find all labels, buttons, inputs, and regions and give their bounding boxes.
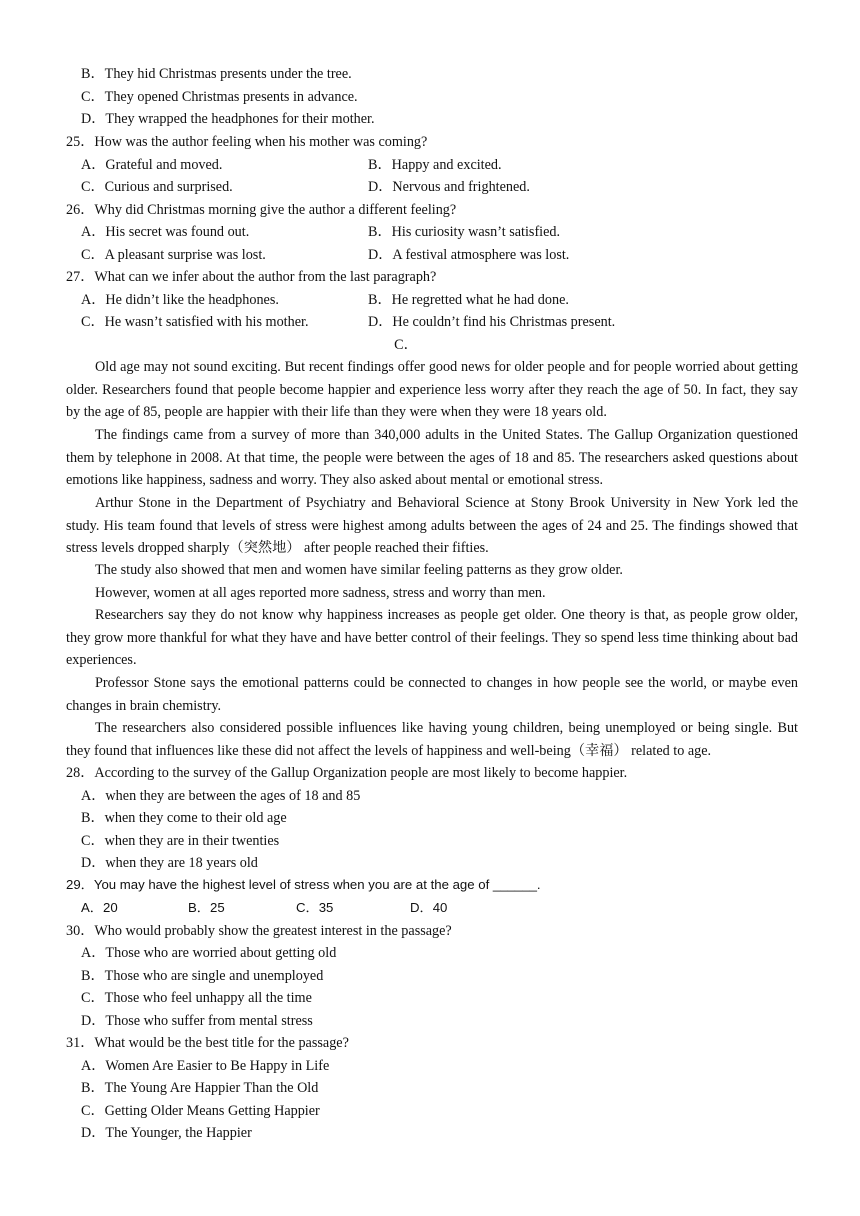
q26-option-a: A．His secret was found out. (81, 224, 250, 240)
q30-option-c: C．Those who feel unhappy all the time (81, 990, 312, 1006)
q25-option-a: A．Grateful and moved. (81, 157, 223, 173)
option-c-prev: C．They opened Christmas presents in advance. (81, 89, 358, 105)
question-28: 28．According to the survey of the Gallup Organization people are most likely to become happier. (66, 765, 628, 781)
q25-option-c: C．Curious and surprised. (81, 179, 233, 195)
question-30: 30．Who would probably show the greatest interest in the passage? (66, 923, 452, 939)
q25-option-d: D．Nervous and frightened. (368, 179, 530, 195)
q30-option-a: A．Those who are worried about getting old (81, 945, 337, 961)
q29-option-c: C．35 (296, 900, 334, 915)
q29-option-d: D．40 (410, 900, 448, 915)
q29-options (81, 897, 447, 920)
q27-option-d: D．He couldn’t find his Christmas present. (368, 314, 616, 330)
q31-option-c: C．Getting Older Means Getting Happier (81, 1103, 320, 1119)
passage-paragraph-4: The study also showed that men and women have similar feeling patterns as they grow older. (95, 562, 623, 578)
passage-paragraph-1: Old age may not sound exciting. But recent findings offer good news for older people and for people worried about getting older. Researchers found that people become happier and experience less worry after they reach the age of 50. In fact, they say by the age of 85, people are happier with their life than they were when they were 18 years old. (66, 359, 798, 421)
q30-option-b: B．Those who are single and unemployed (81, 968, 324, 984)
q27-option-a: A．He didn’t like the headphones. (81, 292, 279, 308)
q25-option-b: B．Happy and excited. (368, 157, 502, 173)
passage-paragraph-6: Researchers say they do not know why happiness increases as people get older. One theory is that, as people grow older, they grow more thankful for what they have and have better control of their feelings. They so spend less time thinking about bad experiences. (66, 607, 798, 669)
q30-option-d: D．Those who suffer from mental stress (81, 1013, 313, 1029)
q26-option-b: B．His curiosity wasn’t satisfied. (368, 224, 561, 240)
q27-option-b: B．He regretted what he had done. (368, 292, 569, 308)
option-d-prev: D．They wrapped the headphones for their mother. (81, 111, 375, 127)
q29-option-a: A．20 (81, 900, 118, 915)
q28-option-c: C．when they are in their twenties (81, 833, 280, 849)
passage-paragraph-8: The researchers also considered possible influences like having young children, being unemployed or being single. But they found that influences like these did not affect the levels of happiness and well-being（幸福） related to age. (66, 720, 798, 759)
q31-option-a: A．Women Are Easier to Be Happy in Life (81, 1058, 330, 1074)
question-29: 29．You may have the highest level of stress when you are at the age of ______. (66, 877, 541, 892)
passage-paragraph-7: Professor Stone says the emotional patterns could be connected to changes in how people see the world, or maybe even changes in brain chemistry. (66, 675, 798, 714)
question-25: 25．How was the author feeling when his mother was coming? (66, 134, 428, 150)
q26-option-c: C．A pleasant surprise was lost. (81, 247, 266, 263)
question-27: 27．What can we infer about the author from the last paragraph? (66, 269, 437, 285)
question-26: 26．Why did Christmas morning give the author a different feeling? (66, 202, 457, 218)
q31-option-b: B．The Young Are Happier Than the Old (81, 1080, 319, 1096)
option-b-prev: B．They hid Christmas presents under the tree. (81, 66, 352, 82)
q27-option-c: C．He wasn’t satisfied with his mother. (81, 314, 309, 330)
passage-paragraph-5: However, women at all ages reported more sadness, stress and worry than men. (95, 585, 546, 601)
q26-option-d: D．A festival atmosphere was lost. (368, 247, 570, 263)
passage-paragraph-2: The findings came from a survey of more than 340,000 adults in the United States. The Gallup Organization questioned them by telephone in 2008. At that time, the people were between the ages of 18 and 85. The researchers asked questions about emotions like happiness, sadness and worry. They also asked about mental or emotional stress. (66, 427, 798, 489)
q31-option-d: D．The Younger, the Happier (81, 1125, 252, 1141)
passage-paragraph-3: Arthur Stone in the Department of Psychiatry and Behavioral Science at Stony Brook University in New York led the study. His team found that levels of stress were highest among adults between the ages of 24 and 25. The findings showed that stress levels dropped sharply（突然地） after people reached their fifties. (66, 495, 798, 557)
question-31: 31．What would be the best title for the passage? (66, 1035, 349, 1051)
q28-option-d: D．when they are 18 years old (81, 855, 258, 871)
q28-option-a: A．when they are between the ages of 18 and 85 (81, 788, 361, 804)
q28-option-b: B．when they come to their old age (81, 810, 287, 826)
q29-option-b: B．25 (188, 900, 225, 915)
section-label: C． (394, 337, 418, 353)
